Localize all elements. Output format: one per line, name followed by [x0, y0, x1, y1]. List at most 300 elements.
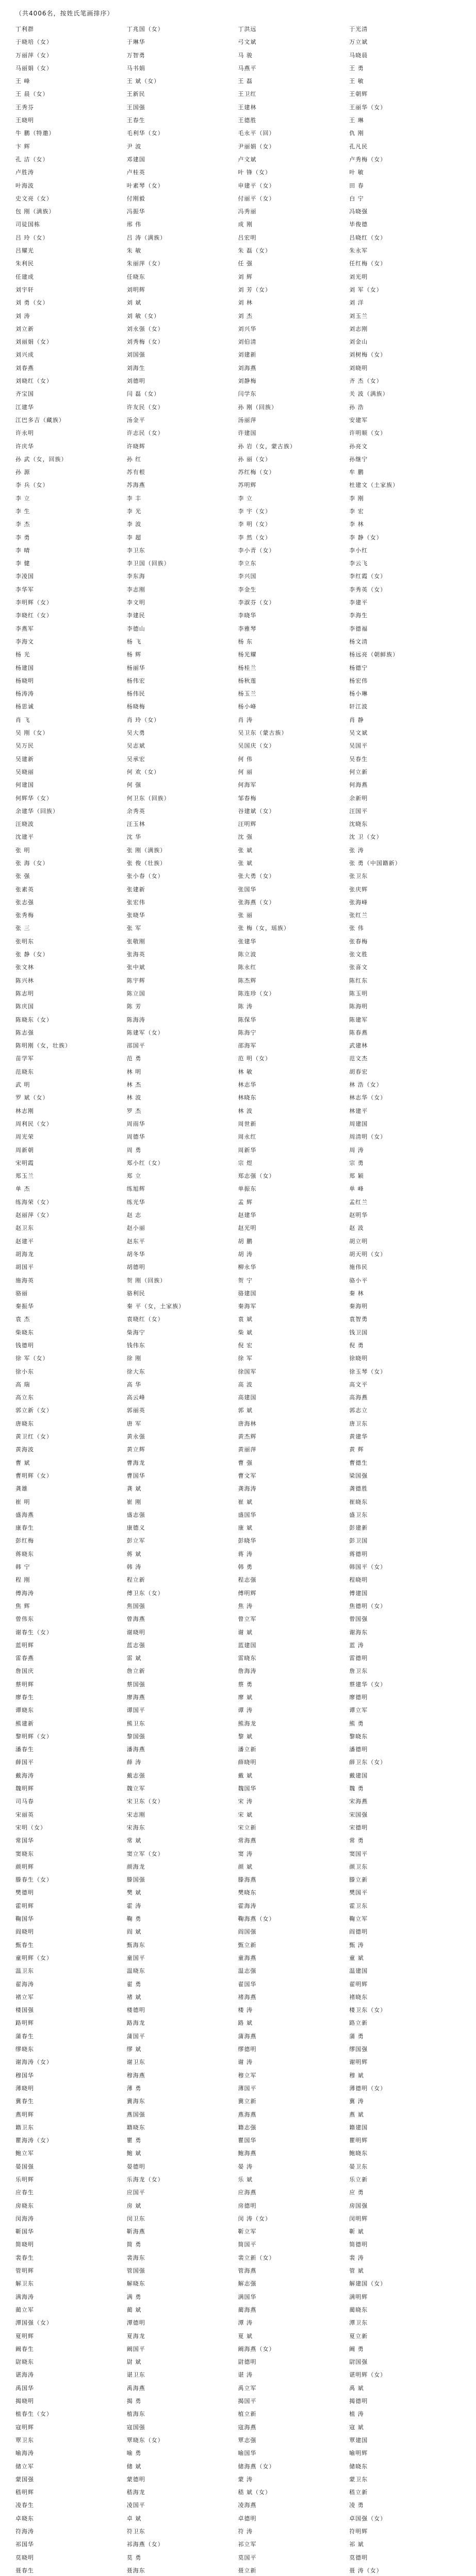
name-entry: 王 琳 — [349, 117, 364, 124]
name-entry: 符卫东 — [126, 2528, 145, 2535]
name-entry: 杨光耀 — [238, 651, 257, 658]
name-entry: 刘秀梅（女） — [126, 338, 164, 346]
name-entry: 周光荣 — [15, 1133, 34, 1141]
name-entry: 喻 勇 — [126, 2450, 142, 2457]
name-entry: 秦 林 — [349, 1290, 364, 1297]
name-entry: 丁利群 — [15, 26, 34, 32]
name-entry: 蓝建国 — [238, 1641, 257, 1649]
name-entry: 阎德明 — [349, 1928, 368, 1936]
name-entry: 夏海龙 — [126, 2332, 145, 2340]
name-entry: 练光华 — [126, 1198, 145, 1206]
name-entry: 凌 勇 — [349, 2502, 364, 2509]
name-entry: 李 兵（女） — [15, 482, 49, 489]
name-entry: 李小红 — [349, 547, 368, 554]
name-entry: 于光清 — [349, 26, 368, 32]
name-entry: 袁晓红（女） — [126, 1316, 164, 1323]
name-entry: 陈庆国 — [15, 1003, 34, 1010]
name-entry: 孙 红 — [126, 455, 142, 463]
name-entry: 莫 勇 — [126, 2554, 142, 2561]
name-entry: 张 刚（满族） — [126, 846, 167, 854]
name-entry: 简 勇 — [126, 2241, 142, 2248]
name-entry: 李 林 — [349, 521, 364, 528]
name-entry: 路明辉 — [15, 2020, 34, 2027]
name-entry: 刘建新 — [238, 351, 257, 359]
name-entry: 彭红梅 — [15, 1537, 34, 1545]
name-entry: 周德华 — [126, 1133, 145, 1141]
name-entry: 闫 磊（女） — [126, 391, 160, 398]
name-entry: 穆海燕 — [126, 2072, 145, 2079]
name-entry: 韩 涛 — [126, 1564, 142, 1571]
name-entry: 柳永华 — [238, 1264, 257, 1271]
name-entry: 曹 斌 — [15, 1459, 30, 1466]
name-entry: 孙继宁 — [349, 455, 368, 463]
name-entry: 蒋 涛 — [238, 1550, 253, 1557]
name-entry: 张 俊（壮族） — [126, 860, 167, 867]
name-entry: 赵小丽 — [126, 1225, 145, 1232]
name-entry: 叶素琴（女） — [126, 182, 164, 189]
name-entry: 宋 涛 — [238, 1798, 253, 1805]
name-entry: 林 波 — [126, 1094, 142, 1101]
name-entry: 于晓培（女） — [15, 39, 53, 46]
name-entry: 司马春 — [15, 1798, 34, 1805]
name-entry: 高建国 — [238, 1394, 257, 1401]
name-entry: 冯秀丽 — [238, 208, 257, 215]
name-entry: 詹卫东 — [349, 1668, 368, 1675]
name-entry: 余秀英 — [126, 807, 145, 815]
name-entry: 魏国华 — [238, 1785, 257, 1792]
name-entry: 戴 斌 — [238, 1772, 253, 1779]
name-entry: 王 峰 — [15, 78, 30, 85]
name-entry: 康 斌 — [238, 1524, 253, 1532]
name-entry: 赵 波 — [349, 1225, 364, 1232]
name-entry: 肖 涛 — [238, 716, 253, 723]
name-entry: 王建林 — [238, 104, 257, 111]
name-entry: 莫国平 — [238, 2554, 257, 2561]
name-list — [15, 23, 461, 2576]
name-entry: 张中斌 — [126, 964, 145, 971]
name-entry: 蒲国平 — [126, 2032, 145, 2040]
name-entry: 朱利民 — [15, 260, 34, 267]
name-entry: 蒙国强 — [15, 2476, 34, 2483]
name-entry: 缪晓东 — [15, 2046, 34, 2053]
name-entry: 凌海燕 — [238, 2502, 257, 2509]
name-entry: 林晓东 — [238, 1094, 257, 1101]
name-entry: 陈杰辉 — [238, 977, 257, 984]
name-entry: 刘志刚 — [349, 325, 368, 332]
name-entry: 植立新 — [238, 2411, 257, 2418]
name-entry: 何辉华（女） — [15, 794, 53, 802]
name-entry: 林 波 — [238, 1107, 253, 1114]
name-entry: 嵇 斌（女） — [238, 2489, 271, 2496]
name-entry: 孙 丽（女） — [238, 455, 271, 463]
name-entry: 宋明霞 — [15, 1159, 34, 1166]
name-entry: 林志华 — [238, 1081, 257, 1089]
name-entry: 练旭辉 — [126, 1185, 145, 1193]
name-entry: 陈春燕 — [349, 1029, 368, 1036]
name-entry: 刘树梅（女） — [349, 351, 387, 359]
name-entry: 吕 玲（女） — [15, 234, 49, 241]
name-entry: 苏红梅（女） — [238, 469, 275, 476]
name-entry: 周永红 — [238, 1133, 257, 1141]
name-entry: 胡春宏 — [349, 1068, 368, 1075]
name-entry: 崔 斌 — [238, 1498, 253, 1505]
name-entry: 嵇明辉 — [15, 2489, 34, 2496]
name-entry: 熊卫东 — [126, 1720, 145, 1727]
name-entry: 阚 勇 — [349, 2345, 364, 2352]
name-entry: 杨建国 — [15, 664, 34, 671]
name-entry: 张敬刚 — [126, 938, 145, 945]
name-entry: 卢文斌 — [238, 156, 257, 163]
name-entry: 宗 勇 — [349, 1159, 364, 1166]
name-entry: 翟海涛 — [15, 1980, 34, 1988]
name-entry: 陈立波 — [238, 951, 257, 958]
name-entry: 裴立新（女） — [238, 2254, 275, 2261]
name-entry: 熊 勇 — [349, 1720, 364, 1727]
name-entry: 晏国强 — [15, 2163, 34, 2170]
name-entry: 罗 杰 — [126, 1107, 142, 1114]
name-entry: 潘海燕 — [126, 1746, 145, 1753]
name-entry: 楼 涛 — [238, 2007, 253, 2014]
name-entry: 齐宝国 — [15, 391, 34, 398]
name-entry: 李 丰 — [126, 495, 142, 502]
name-entry: 何立新 — [349, 768, 368, 775]
name-entry: 戴志强 — [126, 1772, 145, 1779]
name-entry: 温晓东 — [126, 1968, 145, 1975]
name-entry: 张 静（女） — [15, 951, 49, 958]
name-entry: 谭国平 — [126, 1707, 145, 1714]
name-entry: 赵丽萍（女） — [15, 1212, 53, 1219]
name-entry: 王晓明 — [15, 117, 34, 124]
name-entry: 鞠立军 — [349, 1916, 368, 1923]
name-entry: 崔 明 — [15, 1498, 30, 1505]
name-entry: 万智勇 — [126, 52, 145, 59]
name-entry: 覃晓东（女） — [126, 2436, 164, 2444]
name-entry: 颜海龙 — [126, 1863, 145, 1870]
name-entry: 符 涛 — [238, 2528, 253, 2535]
name-entry: 毛永平（回） — [238, 130, 275, 137]
name-entry: 管 斌 — [349, 2267, 364, 2275]
name-entry: 林 敏 — [238, 1068, 253, 1075]
name-entry: 谷建斌（女） — [238, 807, 275, 815]
name-entry: 牛 鹏（特邀） — [15, 130, 55, 137]
name-entry: 吴国平 — [349, 742, 368, 750]
name-entry: 聂春生 — [15, 2567, 34, 2574]
name-entry: 楼卫东（女） — [349, 2007, 387, 2014]
name-entry: 甄 涛 — [349, 1941, 364, 1948]
name-entry: 李海生 — [349, 612, 368, 619]
name-entry: 许庆华 — [15, 443, 34, 450]
name-entry: 常海燕 — [238, 1837, 257, 1844]
name-entry: 籍晓东 — [126, 2124, 145, 2131]
name-entry: 齐 杰（女） — [349, 378, 383, 385]
name-entry: 焦 辉 — [15, 1602, 30, 1609]
name-entry: 郑玉兰 — [15, 1173, 34, 1180]
name-entry: 吴春生 — [349, 755, 368, 762]
name-entry: 路立新 — [349, 2020, 368, 2027]
name-entry: 张红兰 — [349, 912, 368, 919]
name-entry: 乐海龙（女） — [126, 2176, 164, 2183]
name-entry: 苏海燕 — [126, 482, 145, 489]
name-entry: 李秀英（女） — [349, 586, 387, 593]
name-entry: 李立东 — [238, 560, 257, 567]
name-entry: 任建成 — [15, 273, 34, 280]
name-entry: 周新朝 — [15, 1146, 34, 1154]
name-entry: 张 梅（女，瑶族） — [238, 925, 290, 932]
name-entry: 禹海燕 — [126, 2384, 145, 2392]
name-entry: 刘海燕 — [238, 364, 257, 371]
name-entry: 杨 飞 — [126, 638, 142, 645]
name-entry: 蔺立军 — [15, 2306, 34, 2313]
name-entry: 蒋 斌 — [126, 1550, 142, 1557]
name-entry: 马 骏 — [238, 52, 253, 59]
name-entry: 滕国强 — [126, 1876, 145, 1884]
name-entry: 冯晓强 — [349, 208, 368, 215]
name-entry: 王德胜 — [238, 117, 257, 124]
name-entry: 曹德生 — [349, 1459, 368, 1466]
name-entry: 孙 武（女，回族） — [15, 455, 68, 463]
name-entry: 崔晓东 — [349, 1498, 368, 1505]
name-entry: 闵海涛 — [15, 2215, 34, 2222]
name-entry: 颜明辉 — [15, 1863, 34, 1870]
name-entry: 滕春生（女） — [15, 1876, 53, 1884]
name-entry: 陈海明 — [349, 1003, 368, 1010]
name-entry: 陈连珍（女） — [238, 990, 275, 997]
name-entry: 程志强 — [238, 1577, 257, 1584]
name-entry: 吴 刚（女） — [15, 730, 49, 737]
name-entry: 覃建国 — [349, 2436, 368, 2444]
name-entry: 简国平 — [238, 2241, 257, 2248]
name-entry: 范晓东 — [15, 1068, 34, 1075]
name-entry: 路海龙 — [126, 2020, 145, 2027]
name-entry: 朱丽萍（女） — [126, 260, 164, 267]
name-entry: 张海峰 — [349, 899, 368, 906]
name-entry: 陈晓东（女） — [15, 1016, 53, 1023]
name-entry: 何 欢（女） — [126, 768, 160, 775]
name-entry: 卢秀梅（女） — [349, 156, 387, 163]
name-entry: 卞 辉 — [15, 143, 30, 150]
name-entry: 李华军 — [15, 586, 34, 593]
name-entry: 程 刚 — [15, 1577, 30, 1584]
name-entry: 范文杰 — [349, 1055, 368, 1062]
name-entry: 叶 锋（女） — [238, 169, 271, 176]
name-entry: 薄德明（女） — [349, 2084, 387, 2092]
name-entry: 汤金平 — [126, 416, 145, 423]
name-entry: 吴万民 — [15, 742, 34, 750]
name-entry: 朱永军 — [349, 247, 368, 255]
name-entry: 揭晓明 — [15, 2398, 34, 2405]
name-entry: 翟 勇 — [126, 1980, 142, 1988]
name-entry: 刘晓明 — [349, 364, 368, 371]
name-entry: 郭志立 — [349, 1407, 368, 1414]
name-entry: 王国强 — [126, 104, 145, 111]
name-entry: 乐立新 — [349, 2176, 368, 2183]
name-entry: 孙 岩（女，蒙古族） — [238, 443, 296, 450]
name-entry: 卓晓东 — [15, 2515, 34, 2522]
name-entry: 张 军 — [126, 925, 142, 932]
name-entry: 刘兴成 — [15, 351, 34, 359]
name-entry: 尉晓东 — [15, 2359, 34, 2366]
name-entry: 汪晓波 — [15, 821, 34, 828]
name-entry: 颜 斌 — [238, 1863, 253, 1870]
name-entry: 张 丽 — [238, 912, 253, 919]
name-entry: 武 明 — [15, 1081, 30, 1089]
name-entry: 禹立军 — [238, 2384, 257, 2392]
name-entry: 王朝辉 — [349, 91, 368, 98]
name-entry: 满海涛 — [15, 2293, 34, 2300]
name-entry: 瞿国华 — [238, 2137, 257, 2144]
name-entry: 寇国强 — [126, 2424, 145, 2431]
name-entry: 傅建国 — [349, 1589, 368, 1597]
name-entry: 何海军 — [238, 782, 257, 789]
name-entry: 祁立军 — [238, 2541, 257, 2548]
name-entry: 万立斌 — [349, 39, 368, 46]
name-entry: 嵇海龙 — [126, 2489, 145, 2496]
name-entry: 廖德明 — [349, 1694, 368, 1701]
name-entry: 潘立新 — [238, 1746, 257, 1753]
name-entry: 沈 卫（女） — [349, 834, 383, 841]
name-entry: 廖春生 — [15, 1694, 34, 1701]
name-entry: 陈明刚（女，壮族） — [15, 1042, 71, 1049]
name-entry: 窦国平 — [349, 1850, 368, 1857]
name-entry: 祁 斌 — [349, 2541, 364, 2548]
name-entry: 张建新 — [126, 886, 145, 893]
name-entry: 胡 鹏 — [238, 1238, 253, 1245]
name-entry: 房晓东 — [15, 2202, 34, 2209]
name-entry: 高 华 — [126, 1381, 142, 1388]
name-entry: 蔡国强 — [126, 1681, 145, 1688]
name-entry: 杜建文（土家族） — [349, 482, 399, 489]
name-entry: 曹 强 — [238, 1459, 253, 1466]
name-entry: 覃卫东 — [15, 2436, 34, 2444]
name-entry: 申建平（女） — [238, 182, 275, 189]
name-entry: 樊晓东 — [238, 1889, 257, 1896]
name-entry: 聂海东 — [126, 2567, 145, 2574]
name-entry: 谢春生（女） — [15, 1629, 53, 1636]
name-entry: 卢胜涛 — [15, 169, 34, 176]
name-entry: 郭丽英 — [126, 1407, 145, 1414]
name-entry: 靳海燕 — [126, 2228, 145, 2235]
name-entry: 孙 源 — [15, 469, 30, 476]
name-entry: 李 晴 — [15, 547, 30, 554]
name-entry: 刘 斌 — [126, 299, 142, 307]
name-entry: 李 宇（女） — [238, 507, 271, 515]
name-entry: 杨 东 — [238, 638, 253, 645]
name-entry: 窦 涛 — [238, 1850, 253, 1857]
name-entry: 杨小琳 — [349, 690, 368, 698]
name-entry: 龚雄 — [15, 1485, 28, 1493]
name-entry: 杨丽华 — [126, 664, 145, 671]
name-entry: 裴 涛 — [349, 2254, 364, 2261]
name-entry: 杨远亮（朝鲜族） — [349, 651, 399, 658]
name-entry: 储晓东 — [349, 2463, 368, 2470]
list-note: （共4006名，按姓氏笔画排序） — [15, 10, 114, 17]
name-entry: 张卫东 — [349, 873, 368, 880]
name-entry: 骆小平 — [349, 1277, 368, 1284]
name-entry: 曾立军 — [238, 1616, 257, 1623]
name-entry: 莫德明 — [349, 2554, 368, 2561]
name-entry: 成 刚 — [238, 221, 253, 228]
name-entry: 房德明 — [238, 2202, 257, 2209]
name-entry: 卢桂英 — [126, 169, 145, 176]
name-entry: 管国强 — [126, 2267, 145, 2275]
name-entry: 尉德明 — [238, 2359, 257, 2366]
name-entry: 杨宏伟 — [349, 677, 368, 684]
name-entry: 刘海生 — [126, 364, 145, 371]
name-entry: 薄 勇 — [126, 2084, 142, 2092]
name-entry: 宋海东 — [126, 1824, 145, 1831]
name-entry: 夏 斌 — [238, 2332, 253, 2340]
name-entry: 李文明 — [126, 599, 145, 606]
name-entry: 简德明 — [349, 2241, 368, 2248]
name-entry: 刘丽娟（女） — [15, 338, 53, 346]
name-entry: 甄立新 — [238, 1941, 257, 1948]
name-entry: 许建国 — [238, 430, 257, 437]
name-entry: 郑小红（女） — [126, 1159, 164, 1166]
name-entry: 穆国华 — [15, 2072, 34, 2079]
name-entry: 尹 波 — [126, 143, 142, 150]
name-entry: 毕俊德 — [349, 221, 368, 228]
name-entry: 廖 斌 — [238, 1694, 253, 1701]
name-entry: 傅卫东（女） — [126, 1589, 164, 1597]
name-entry: 袁 斌 — [238, 1316, 253, 1323]
name-entry: 凌国平 — [126, 2502, 145, 2509]
name-entry: 蒲春生 — [15, 2032, 34, 2040]
name-entry: 马丽娟（女） — [15, 64, 53, 72]
name-entry: 周利民（女） — [15, 1120, 53, 1127]
name-entry: 常 勇 — [349, 1837, 364, 1844]
name-entry: 杨德宁 — [349, 664, 368, 671]
name-entry: 应海燕 — [238, 2189, 257, 2196]
name-entry: 何卫东（回族） — [126, 794, 170, 802]
name-entry: 黄杰辉 — [238, 1433, 257, 1440]
name-entry: 周雨华 — [126, 1120, 145, 1127]
name-entry: 褚海燕 — [238, 1993, 257, 2001]
name-entry: 邹春梅 — [238, 794, 257, 802]
name-entry: 杨桂兰 — [238, 664, 257, 671]
name-entry: 肖 静 — [349, 716, 364, 723]
name-entry: 张 海（女） — [15, 860, 49, 867]
name-entry: 徐 刚 — [126, 1355, 142, 1362]
name-entry: 陈立国 — [126, 990, 145, 997]
name-entry: 鲍 斌 — [126, 2150, 142, 2157]
name-entry: 薛卫东（女） — [349, 1759, 387, 1766]
name-entry: 祁国华 — [15, 2541, 34, 2548]
name-entry: 李 健 — [15, 560, 30, 567]
name-entry: 刘光明 — [349, 273, 368, 280]
name-entry: 鲍海燕 — [238, 2150, 257, 2157]
name-entry: 楼国强 — [15, 2007, 34, 2014]
name-entry: 潭德明 — [126, 2319, 145, 2327]
name-entry: 孟 辉 — [238, 1198, 253, 1206]
name-entry: 陈兴林 — [15, 977, 34, 984]
name-entry: 谢明辉 — [349, 2059, 368, 2066]
name-entry: 瞿海涛（女） — [15, 2137, 53, 2144]
name-entry: 储 斌 — [126, 2463, 142, 2470]
name-entry: 刘 洋 — [349, 299, 364, 307]
name-entry: 阚国平 — [126, 2345, 145, 2352]
name-entry: 滕海燕 — [238, 1876, 257, 1884]
name-entry: 汤丽萍 — [238, 416, 257, 423]
name-entry: 张国华 — [238, 886, 257, 893]
name-entry: 高海燕 — [349, 1394, 368, 1401]
name-entry: 冀 涛 — [349, 2098, 364, 2105]
name-entry: 嵇立新 — [349, 2489, 368, 2496]
name-entry: 张 勇（中国籍新） — [349, 860, 401, 867]
name-entry: 任 强 — [238, 260, 253, 267]
name-entry: 高云峰 — [126, 1394, 145, 1401]
name-entry: 翟明辉 — [349, 1980, 368, 1988]
name-entry: 彭卫国 — [349, 1537, 368, 1545]
